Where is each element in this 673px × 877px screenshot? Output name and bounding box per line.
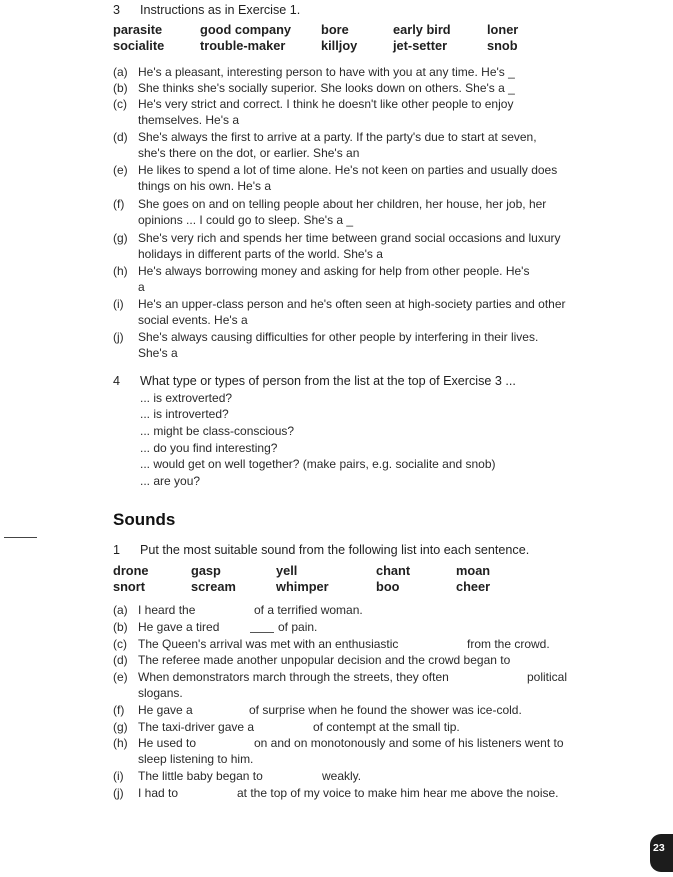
sounds-item-text: sleep listening to him. [138, 752, 254, 766]
word: boo [376, 579, 400, 594]
item-text: She's very rich and spends her time between grand social occasions and luxury [138, 231, 561, 245]
item-text: a [138, 280, 145, 294]
item-text: He's very strict and correct. I think he doesn't like other people to enjoy [138, 97, 514, 111]
item-text: She's always the first to arrive at a party. If the party's due to start at seven, [138, 130, 537, 144]
sounds-item-text: political [527, 670, 568, 684]
page-number: 23 [653, 842, 665, 854]
sounds-item-text: He gave a [138, 703, 193, 717]
word: whimper [276, 579, 329, 594]
item-text: She's always causing difficulties for other people by interfering in their lives. [138, 330, 539, 344]
word: gasp [191, 563, 221, 578]
sounds-item-label: (b) [113, 620, 128, 634]
sounds-item-label: (d) [113, 653, 128, 667]
item-text: social events. He's a [138, 313, 248, 327]
item-label: (a) [113, 65, 128, 79]
answer-blank[interactable] [250, 632, 274, 633]
item-text: He's an upper-class person and he's often seen at high-society parties and other [138, 297, 566, 311]
sounds-item-label: (h) [113, 736, 128, 750]
item-label: (f) [113, 197, 125, 211]
exercise-4-question: What type or types of person from the list at the top of Exercise 3 ... [140, 374, 516, 388]
sounds-item-text: at the top of my voice to make him hear me above the noise. [237, 786, 559, 800]
item-text: He's a pleasant, interesting person to have with you at any time. He's _ [138, 65, 515, 79]
word: drone [113, 563, 149, 578]
sounds-item-text: weakly. [322, 769, 362, 783]
item-text: opinions ... I could go to sleep. She's a _ [138, 213, 354, 227]
word: scream [191, 579, 236, 594]
item-label: (e) [113, 163, 128, 177]
sounds-item-text: of a terrified woman. [254, 603, 363, 617]
sounds-item-text: on and on monotonously and some of his listeners went to [254, 736, 564, 750]
word: bore [321, 22, 349, 37]
sounds-item-text: The referee made another unpopular decision and the crowd began to [138, 653, 511, 667]
item-text: She thinks she's socially superior. She looks down on others. She's a _ [138, 81, 515, 95]
exercise-3-instructions: Instructions as in Exercise 1. [140, 3, 301, 17]
item-label: (d) [113, 130, 128, 144]
word: snort [113, 579, 145, 594]
item-text: She's a [138, 346, 178, 360]
sounds-item-text: He gave a tired [138, 620, 220, 634]
sounds-item-text: of contempt at the small tip. [313, 720, 460, 734]
sounds-item-label: (a) [113, 603, 128, 617]
word: trouble-maker [200, 38, 286, 53]
word: yell [276, 563, 298, 578]
item-label: (g) [113, 231, 128, 245]
exercise-4-subquestion: ... would get on well together? (make pairs, e.g. socialite and snob) [140, 457, 496, 471]
sounds-exercise-1-instructions: Put the most suitable sound from the following list into each sentence. [140, 543, 530, 557]
word: moan [456, 563, 491, 578]
sounds-exercise-1-number: 1 [113, 543, 121, 557]
sounds-item-text: I had to [138, 786, 179, 800]
item-text: She goes on and on telling people about her children, her house, her job, her [138, 197, 547, 211]
item-label: (c) [113, 97, 127, 111]
item-text: things on his own. He's a [138, 179, 272, 193]
sounds-item-text: He used to [138, 736, 197, 750]
item-text: holidays in different parts of the world. She's a [138, 247, 383, 261]
exercise-4-number: 4 [113, 374, 121, 388]
sounds-item-label: (i) [113, 769, 124, 783]
item-label: (j) [113, 330, 124, 344]
item-text: He's always borrowing money and asking for help from other people. He's [138, 264, 530, 278]
sounds-item-text: The little baby began to [138, 769, 263, 783]
sounds-item-text: slogans. [138, 686, 183, 700]
exercise-4-subquestion: ... is extroverted? [140, 391, 233, 405]
sounds-item-label: (c) [113, 637, 127, 651]
sounds-item-text: of pain. [278, 620, 318, 634]
sounds-item-text: of surprise when he found the shower was ice-cold. [249, 703, 522, 717]
item-label: (i) [113, 297, 124, 311]
sounds-item-label: (f) [113, 703, 125, 717]
word: snob [487, 38, 518, 53]
item-text: she's there on the dot, or earlier. She's an [138, 146, 360, 160]
word: loner [487, 22, 519, 37]
word: good company [200, 22, 292, 37]
word: parasite [113, 22, 163, 37]
section-heading: Sounds [113, 510, 176, 529]
sounds-item-text: When demonstrators march through the streets, they often [138, 670, 449, 684]
sounds-item-label: (g) [113, 720, 128, 734]
sounds-item-label: (j) [113, 786, 124, 800]
item-label: (h) [113, 264, 128, 278]
sounds-item-text: I heard the [138, 603, 196, 617]
page-number-tab [650, 834, 673, 872]
exercise-3-number: 3 [113, 3, 121, 17]
word: early bird [393, 22, 451, 37]
sounds-item-text: from the crowd. [467, 637, 550, 651]
sounds-item-label: (e) [113, 670, 128, 684]
item-label: (b) [113, 81, 128, 95]
item-text: He likes to spend a lot of time alone. He's not keen on parties and usually does [138, 163, 558, 177]
item-text: themselves. He's a [138, 113, 239, 127]
exercise-4-subquestion: ... might be class-conscious? [140, 424, 295, 438]
sounds-item-text: The Queen's arrival was met with an enthusiastic [138, 637, 399, 651]
word: killjoy [321, 38, 358, 53]
exercise-4-subquestion: ... do you find interesting? [140, 441, 278, 455]
exercise-4-subquestion: ... are you? [140, 474, 201, 488]
word: jet-setter [393, 38, 448, 53]
word: chant [376, 563, 411, 578]
margin-rule [4, 537, 37, 538]
word: cheer [456, 579, 491, 594]
exercise-4-subquestion: ... is introverted? [140, 407, 229, 421]
sounds-item-text: The taxi-driver gave a [138, 720, 255, 734]
word: socialite [113, 38, 165, 53]
